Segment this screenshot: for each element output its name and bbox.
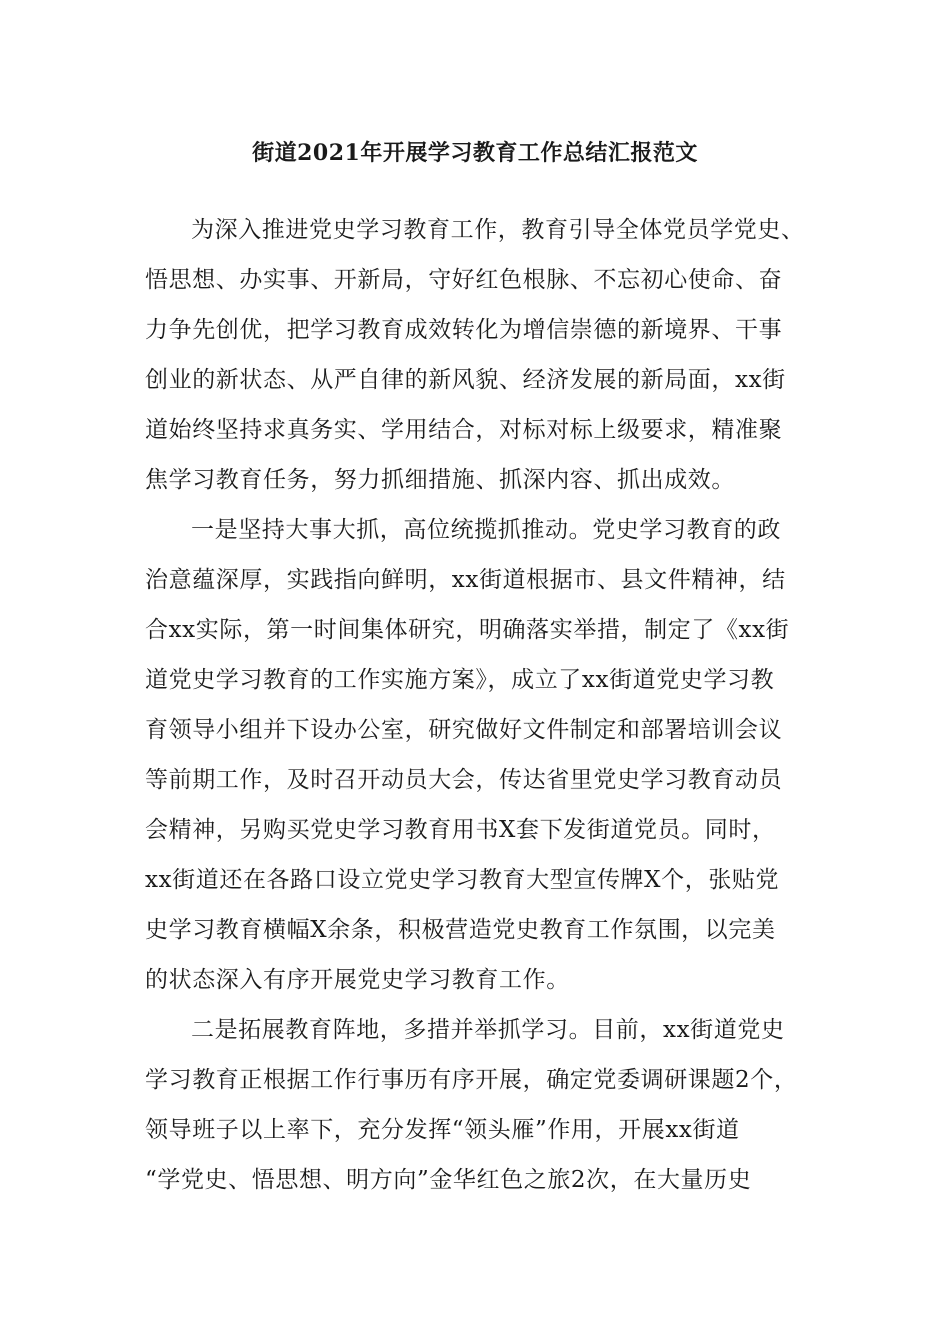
paragraph-point-one [145,505,805,1005]
text-line: 创业的新状态、从严自律的新风貌、经济发展的新局面，xx街 [145,367,786,393]
text-line: 治意蕴深厚，实践指向鲜明，xx街道根据市、县文件精神，结 [145,567,786,593]
text-line: 会精神，另购买党史学习教育用书X套下发街道党员。同时， [145,817,776,843]
text-line: 为深入推进党史学习教育工作，教育引导全体党员学党史、 [191,217,805,243]
text-line: 等前期工作，及时召开动员大会，传达省里党史学习教育动员 [145,767,783,793]
text-line: 的状态深入有序开展党史学习教育工作。 [145,967,570,993]
text-line: 一是坚持大事大抓，高位统揽抓推动。党史学习教育的政 [191,517,781,543]
text-line: 领导班子以上率下，充分发挥“领头雁”作用，开展xx街道 [145,1117,740,1143]
text-line: 二是拓展教育阵地，多措并举抓学习。目前，xx街道党史 [191,1017,785,1043]
text-line: 育领导小组并下设办公室，研究做好文件制定和部署培训会议 [145,717,783,743]
paragraph-intro [145,205,805,505]
document-title: 街道2021年开展学习教育工作总结汇报范文 [252,140,698,166]
paragraph-point-two [145,1005,805,1205]
text-line: 力争先创优，把学习教育成效转化为增信崇德的新境界、干事 [145,317,783,343]
text-line: “学党史、悟思想、明方向”金华红色之旅2次，在大量历史 [145,1167,752,1193]
text-line: 道党史学习教育的工作实施方案》，成立了xx街道党史学习教 [145,667,775,693]
text-line: 合xx实际，第一时间集体研究，明确落实举措，制定了《xx街 [145,617,790,643]
text-line: 道始终坚持求真务实、学用结合，对标对标上级要求，精准聚 [145,417,783,443]
text-line: 学习教育正根据工作行事历有序开展，确定党委调研课题2个， [145,1067,798,1093]
text-line: 悟思想、办实事、开新局，守好红色根脉、不忘初心使命、奋 [145,267,783,293]
document-body [145,205,805,1205]
text-line: 焦学习教育任务，努力抓细措施、抓深内容、抓出成效。 [145,467,735,493]
text-line: xx街道还在各路口设立党史学习教育大型宣传牌X个，张贴党 [145,867,780,893]
text-line: 史学习教育横幅X余条，积极营造党史教育工作氛围，以完美 [145,917,776,943]
